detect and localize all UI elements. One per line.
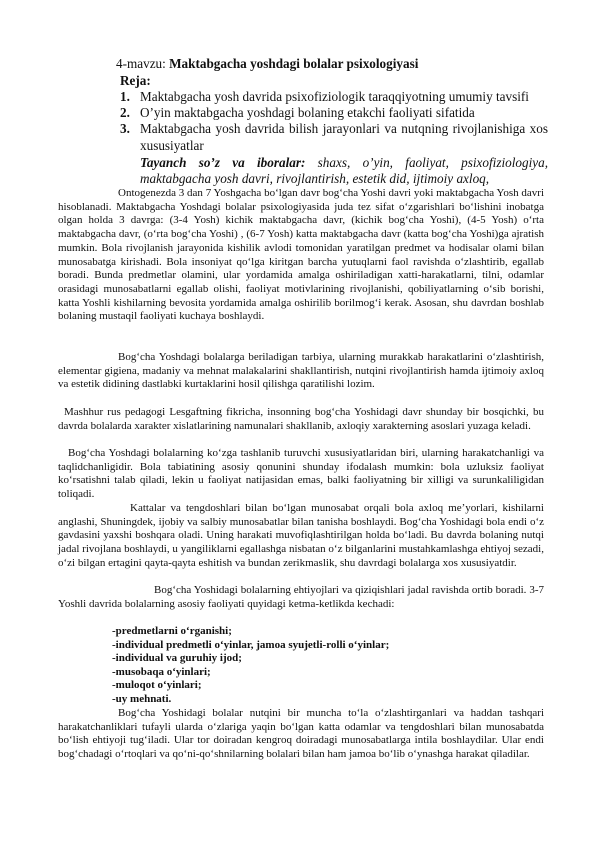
activity-item: -individual predmetli o‘yinlar, jamoa syujetli-rolli o‘yinlar; bbox=[112, 638, 390, 651]
paragraph-relations: Kattalar va tengdoshlari bilan bo‘lgan munosabat orqali bola axloq me’yorlari, kishilarni anglashi, Shuningdek, ijobiy va salbiy munosabatlar bilan tanisha boshlaydi. Bog‘cha Yoshidagi bola endi o‘z gavdasini yaxshi boshqara oladi. Uning harakati muvofiqlashtirilgan holda bo‘ladi. Bu davrda bolaning nutqi jadal rivojlana boshlaydi, u yangiliklarni egallashga nisbatan o‘z bilganlarini mustahkamlashga ehtiyoj sezadi, o‘zi bilgan ertagini qayta-qayta eshitish va bundan zerikmaslik, shu davrdagi bolalarga xos xususiyatdir. bbox=[58, 502, 544, 569]
plan-item-number: 3. bbox=[120, 121, 130, 137]
paragraph-mobility: Bog‘cha Yoshdagi bolalarning ko‘zga tashlanib turuvchi xususiyatlaridan biri, ularning harakatchanligi va taqlidchanligidir. Bola tabiatining asosiy qonunini shunday ifodalash mumkin: bola uzluksiz faoliyat ko‘rsatishni talab qiladi, lekin u faoliyat natijasidan emas, balki faoliyatning bir xilligi va surunkaliligidan toliqadi. bbox=[58, 447, 544, 501]
activity-item: -muloqot o‘yinlari; bbox=[112, 679, 202, 692]
topic-prefix: 4-mavzu: bbox=[116, 56, 170, 71]
plan-list bbox=[120, 89, 548, 154]
keywords-block bbox=[140, 155, 548, 187]
plan-item bbox=[120, 89, 548, 105]
plan-item-text: Maktabgacha yosh davrida psixofiziologik taraqqiyotning umumiy tavsifi bbox=[140, 89, 529, 104]
plan-item bbox=[120, 105, 548, 121]
keywords-label: Tayanch so’z va iboralar: bbox=[140, 155, 306, 170]
topic-title: Maktabgacha yoshdagi bolalar psixologiyasi bbox=[169, 56, 419, 71]
activity-item: -musobaqa o‘yinlari; bbox=[112, 665, 211, 678]
plan-item-number: 2. bbox=[120, 105, 130, 121]
plan-item-text: O’yin maktabgacha yoshdagi bolaning etakchi faoliyati sifatida bbox=[140, 105, 475, 121]
activity-item: -individual va guruhiy ijod; bbox=[112, 652, 242, 665]
activity-item: -predmetlarni o‘rganishi; bbox=[112, 625, 232, 637]
paragraph-ontogenesis: Ontogenezda 3 dan 7 Yoshgacha bo‘lgan davr bog‘cha Yoshi davri yoki maktabgacha Yosh davri hisoblanadi. Maktabgacha Yoshdagi bolalar psixologiyasida juda tez sifat o‘zgarishlari bo‘lishini inobatga olgan holda 3 davrga: (3-4 Yosh) kichik maktabgacha davr, (kichik bog‘cha Yoshi), (4-5 Yosh) o‘rta maktabgacha davr, (o‘rta bog‘cha Yoshi) , (6-7 Yosh) katta maktabgacha davr (katta bog‘cha Yoshi)ga ajratish mumkin. Bola rivojlanish jarayonida kishilik avlodi tomonidan yaratilgan predmet va hodisalar olami bilan munosabatga kirishadi. Bola insoniyat qo‘lga kiritgan barcha yutuqlarni faol ravishda o‘zlashtirib, egallab boradi. Bunda predmetlar olamini, ular yordamida amalga oshiriladigan xatti-harakatlarni, tilni, odamlar orasidagi munosabatlarni egallab olishi, faoliyat motivlarining rivojlanishi, qobiliyatlarning o‘sib borishi, katta Yoshli kishilarning bevosita yordamida amalga oshirilib borilmog‘i kerak. Asosan, shu davrdan boshlab bolaning mustaqil faoliyati kuchaya boshlaydi. bbox=[58, 187, 544, 323]
activity-item: -uy mehnati. bbox=[112, 692, 172, 705]
paragraph-upbringing: Bog‘cha Yoshdagi bolalarga beriladigan tarbiya, ularning murakkab harakatlarini o‘zlashtirish, elementar gigiena, madaniy va mehnat malakalarini shakllantirish, nutqini rivojlantirish hamda ijtimoiy axloq va estetik didining dastlabki kurtaklarini hosil qilishga qaratilishi lozim. bbox=[58, 351, 544, 391]
paragraph-needs: Bog‘cha Yoshidagi bolalarning ehtiyojlari va qiziqishlari jadal ravishda ortib boradi. 3-7 Yoshli davrida bolalarning asosiy faoliyati quyidagi ketma-ketlikda kechadi: bbox=[58, 584, 544, 610]
activities-list bbox=[112, 625, 389, 707]
plan-item-number: 1. bbox=[120, 89, 130, 104]
plan-item-text: Maktabgacha yosh davrida bilish jarayonlari va nutqning rivojlanishiga xos xususiyatlar bbox=[140, 121, 548, 153]
keywords-text: shaxs, o’yin, faoliyat, psixofiziologiya, maktabgacha yosh davri, rivojlantirish, estetik did, ijtimoiy axloq, bbox=[140, 155, 548, 187]
plan-label: Reja: bbox=[120, 73, 151, 88]
topic-heading bbox=[116, 56, 418, 72]
paragraph-communication: Bog‘cha Yoshidagi bolalar nutqini bir muncha to‘la o‘zlashtirganlari va haddan tashqari harakatchanliklari tufayli ularda o‘zlariga yaqin bo‘lgan katta odamlar va tengdoshlari bilan munosabatda bo‘lish ehtiyoji tug‘iladi. Ular tor doiradan kengroq doiradagi munosabatlarga intila boshlaydilar. Ular endi bog‘chadagi o‘rtoqlari va qo‘ni-qo‘shnilarning bolalari bilan ham jamoa bo‘lib o‘ynashga harakat qiladilar. bbox=[58, 707, 544, 761]
plan-item bbox=[120, 121, 548, 153]
paragraph-lesgaft: Mashhur rus pedagogi Lesgaftning fikricha, insonning bog‘cha Yoshidagi davr shunday bir bosqichki, bu davrda bolalarda xarakter xislatlarining namunalari shakllanib, axloqiy xarakterning asoslari yuzaga keladi. bbox=[58, 406, 544, 432]
